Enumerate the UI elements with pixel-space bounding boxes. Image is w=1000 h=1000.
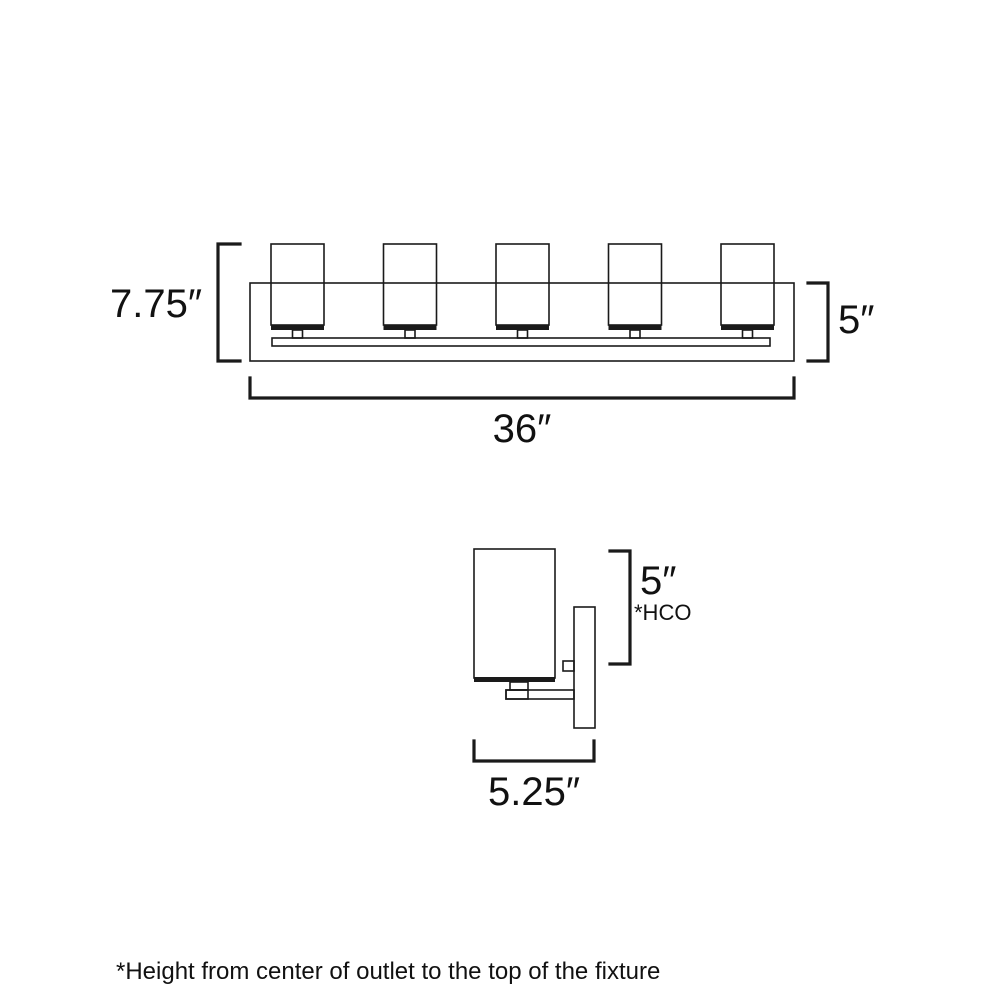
front-socket bbox=[518, 330, 528, 338]
side-backplate bbox=[574, 607, 595, 728]
front-shade bbox=[384, 244, 437, 325]
depth-bracket bbox=[474, 741, 594, 761]
side-arm-knuckle bbox=[506, 690, 528, 699]
front-backplate bbox=[250, 283, 794, 361]
front-shade bbox=[496, 244, 549, 325]
front-shades bbox=[271, 244, 774, 338]
front-shade bbox=[721, 244, 774, 325]
side-socket bbox=[510, 682, 528, 690]
side-arm bbox=[506, 690, 574, 699]
front-shade bbox=[271, 244, 324, 325]
height-bracket bbox=[218, 244, 240, 361]
front-shade bbox=[609, 244, 662, 325]
side-shade bbox=[474, 549, 555, 678]
hco-label: 5″ bbox=[640, 559, 677, 603]
side-mount-block bbox=[563, 661, 574, 671]
width-bracket bbox=[250, 378, 794, 398]
height-label: 7.75″ bbox=[110, 282, 203, 326]
front-socket bbox=[405, 330, 415, 338]
front-socket bbox=[743, 330, 753, 338]
front-socket bbox=[293, 330, 303, 338]
depth-label: 5.25″ bbox=[487, 770, 581, 814]
backplate-height-bracket bbox=[808, 283, 828, 361]
side-view bbox=[474, 549, 691, 814]
front-view bbox=[110, 244, 874, 451]
footnote: *Height from center of outlet to the top of the fixture bbox=[116, 958, 661, 985]
width-label: 36″ bbox=[492, 407, 552, 451]
hco-bracket bbox=[610, 551, 630, 664]
front-arm-bar bbox=[272, 338, 770, 346]
backplate-height-label: 5″ bbox=[838, 298, 875, 342]
hco-note: *HCO bbox=[634, 600, 692, 625]
front-socket bbox=[630, 330, 640, 338]
